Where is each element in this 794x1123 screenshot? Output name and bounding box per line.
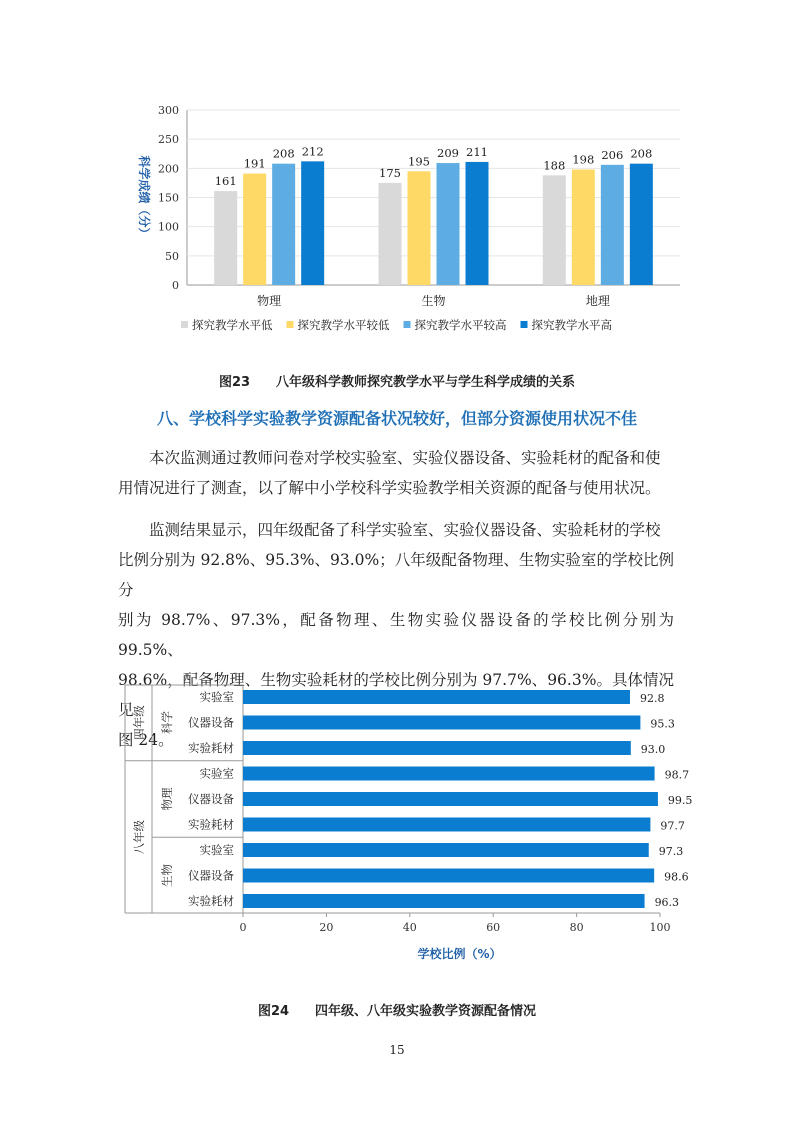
y-tick-label: 300 [158, 104, 179, 117]
section-heading-8: 八、学校科学实验教学资源配备状况较好，但部分资源使用状况不佳 [156, 409, 637, 428]
row-category-label: 仪器设备 [188, 792, 234, 806]
bar [408, 171, 431, 285]
bar [214, 191, 237, 285]
bar [301, 161, 324, 285]
paragraph-1 [118, 443, 674, 503]
bar [243, 843, 649, 857]
y-tick-label: 200 [158, 162, 179, 176]
x-axis-title: 学校比例（%） [417, 947, 502, 961]
x-tick-label: 80 [569, 921, 584, 934]
bar-value-label: 206 [601, 147, 624, 162]
bar [243, 716, 640, 730]
bar-value-label: 198 [572, 152, 595, 167]
subject-label: 科学 [160, 711, 174, 734]
legend-swatch [521, 321, 528, 328]
paragraph-2-line: 98.6%，配备物理、生物实验耗材的学校比例分别为 97.7%、96.3%。具体情况见 [118, 671, 674, 719]
row-category-label: 实验室 [199, 690, 234, 704]
y-axis-title: 科学成绩（分） [137, 155, 151, 240]
bar [437, 163, 460, 285]
legend-label: 探究教学水平低 [192, 318, 273, 332]
figure-24-caption: 图24 四年级、八年级实验教学资源配备情况 [257, 1004, 537, 1019]
bar [243, 767, 655, 781]
bar-value-label: 175 [379, 165, 401, 180]
bar-value-label: 95.3 [650, 717, 675, 731]
bar [243, 741, 631, 755]
bar [243, 174, 266, 285]
bar-value-label: 97.3 [658, 845, 684, 858]
bar-value-label: 96.3 [654, 896, 680, 909]
chart-science-score-by-inquiry-level [0, 95, 794, 350]
bar-value-label: 97.7 [660, 819, 685, 833]
legend-label: 探究教学水平高 [531, 318, 612, 332]
paragraph-1-line: 用情况进行了测查，以了解中小学校科学实验教学相关资源的配备与使用状况。 [118, 479, 661, 497]
subject-label: 生物 [160, 864, 174, 887]
legend-label: 探究教学水平较高 [414, 318, 507, 332]
bar-value-label: 195 [408, 154, 430, 169]
x-tick-label: 20 [319, 921, 334, 934]
bar [243, 690, 630, 704]
bar-value-label: 99.5 [667, 794, 693, 807]
bar [543, 175, 566, 285]
bar-value-label: 191 [243, 156, 266, 171]
paragraph-2-line: 图 24。 [118, 731, 174, 749]
x-tick-label: 40 [402, 921, 417, 934]
row-category-label: 仪器设备 [188, 715, 234, 730]
legend-swatch [287, 321, 294, 328]
bar-value-label: 93.0 [640, 743, 666, 756]
x-category-label: 地理 [585, 294, 610, 308]
chart-lab-resource-provision [0, 675, 794, 975]
figure-23-caption: 图23 八年级科学教师探究教学水平与学生科学成绩的关系 [218, 375, 576, 390]
paragraph-2-line: 比例分别为 92.8%、95.3%、93.0%；八年级配备物理、生物实验室的学校比例分 [118, 551, 674, 599]
paragraph-2-line: 监测结果显示，四年级配备了科学实验室、实验仪器设备、实验耗材的学校 [149, 521, 661, 539]
bar [466, 162, 489, 285]
grade-label: 四年级 [132, 705, 146, 740]
bar-value-label: 209 [437, 146, 459, 161]
bar [272, 164, 295, 285]
bar-value-label: 212 [301, 144, 324, 159]
bar [243, 818, 650, 832]
bar [243, 869, 654, 883]
paragraph-1-line: 本次监测通过教师问卷对学校实验室、实验仪器设备、实验耗材的配备和使 [149, 449, 661, 467]
row-category-label: 实验耗材 [188, 817, 234, 832]
bar-value-label: 98.7 [664, 768, 690, 782]
x-tick-label: 0 [239, 921, 247, 934]
grade-label: 八年级 [132, 820, 146, 855]
bar [601, 165, 624, 285]
page-number: 15 [389, 1043, 405, 1057]
bar [379, 183, 402, 285]
legend-swatch [181, 321, 188, 328]
bar-value-label: 208 [630, 146, 653, 161]
row-category-label: 实验室 [199, 766, 234, 781]
x-category-label: 生物 [421, 294, 446, 308]
bar [243, 894, 645, 908]
bar [243, 792, 658, 806]
bar [630, 164, 653, 285]
bar-value-label: 92.8 [639, 692, 665, 705]
x-tick-label: 100 [649, 921, 671, 934]
y-tick-label: 0 [172, 279, 179, 292]
x-tick-label: 60 [486, 921, 501, 934]
bar-value-label: 188 [543, 158, 566, 173]
row-category-label: 仪器设备 [188, 868, 234, 883]
legend-label: 探究教学水平较低 [297, 318, 390, 332]
bar-value-label: 208 [272, 146, 295, 161]
y-tick-label: 50 [165, 249, 179, 263]
bar-value-label: 161 [214, 174, 237, 189]
bar [572, 170, 595, 286]
bar-value-label: 98.6 [664, 870, 689, 884]
row-category-label: 实验耗材 [188, 741, 234, 755]
row-category-label: 实验耗材 [188, 894, 234, 908]
paragraph-2-line: 别为 98.7%、97.3%，配备物理、生物实验仪器设备的学校比例分别为 99.5%、 [118, 611, 674, 659]
legend-swatch [404, 321, 411, 328]
y-tick-label: 250 [158, 133, 179, 147]
y-tick-label: 150 [158, 191, 179, 205]
y-tick-label: 100 [158, 220, 179, 234]
subject-label: 物理 [160, 787, 174, 811]
x-category-label: 物理 [257, 294, 282, 308]
row-category-label: 实验室 [199, 843, 234, 857]
bar-value-label: 211 [466, 144, 488, 159]
